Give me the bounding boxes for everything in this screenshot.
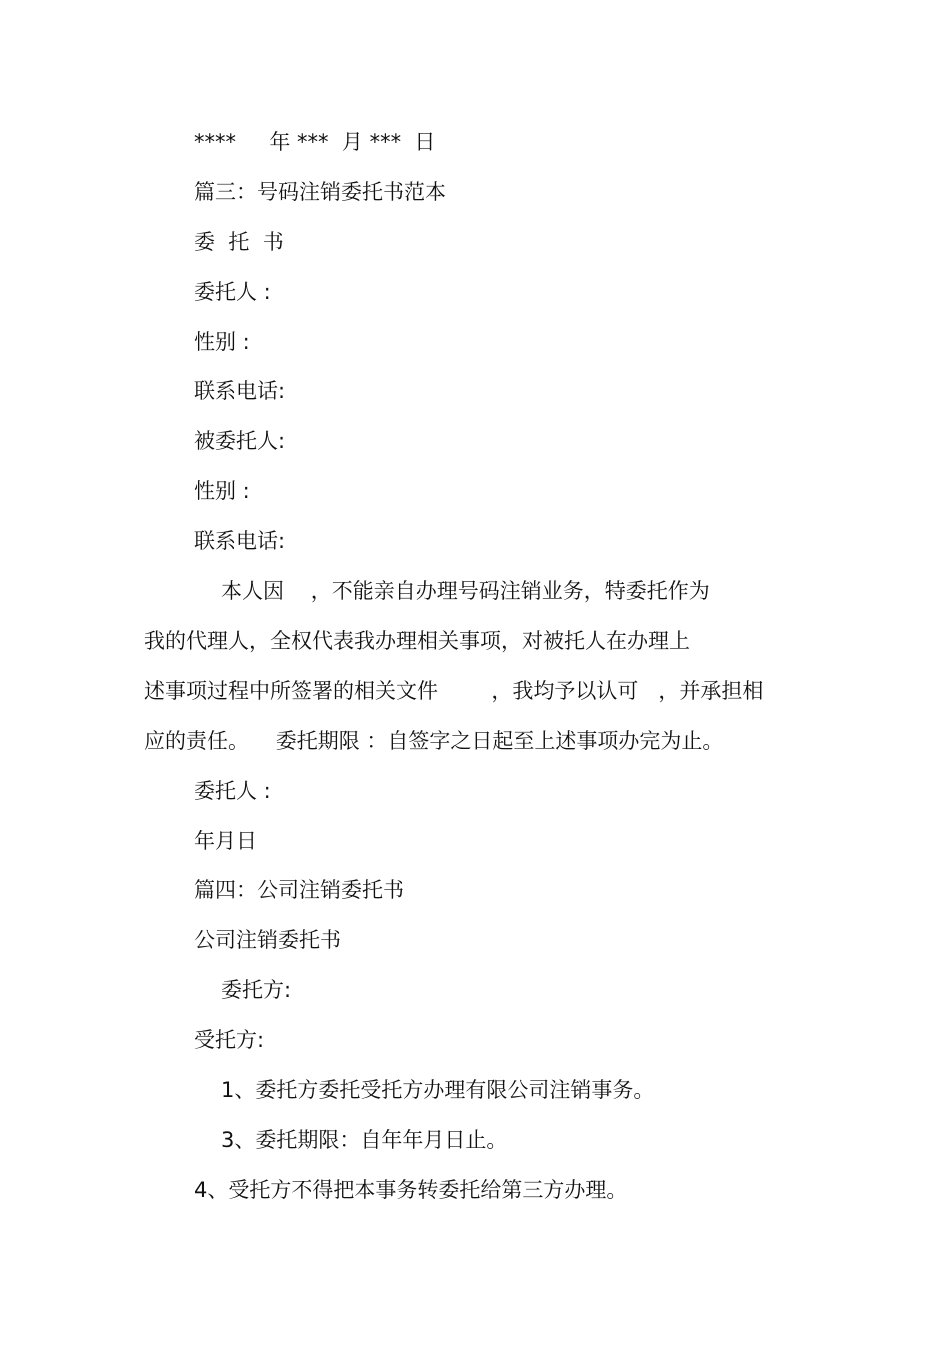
section4-heading: 篇四：公司注销委托书 bbox=[194, 878, 404, 902]
principal-label: 委托方: bbox=[221, 978, 292, 1002]
date-line: **** 年 *** 月 *** 日 bbox=[194, 130, 436, 154]
agent-gender-label: 性别 : bbox=[194, 479, 250, 503]
body-paragraph-line-2: 我的代理人，全权代表我办理相关事项，对被托人在办理上 bbox=[144, 629, 690, 653]
body-paragraph-line-3: 述事项过程中所签署的相关文件 ，我均予以认可 ，并承担相 bbox=[144, 679, 764, 703]
body-paragraph-line-1: 本人因 ，不能亲自办理号码注销业务，特委托作为 bbox=[221, 579, 710, 603]
item-4: 4、受托方不得把本事务转委托给第三方办理。 bbox=[194, 1178, 628, 1202]
agent-phone-label: 联系电话: bbox=[194, 529, 286, 553]
body-paragraph-line-4: 应的责任。 委托期限 ：自签字之日起至上述事项办完为止。 bbox=[144, 729, 724, 753]
client-label: 委托人 : bbox=[194, 280, 271, 304]
item-3: 3、委托期限：自年年月日止。 bbox=[221, 1128, 508, 1152]
client-gender-label: 性别 : bbox=[194, 330, 250, 354]
client-phone-label: 联系电话: bbox=[194, 379, 286, 403]
trustee-label: 受托方: bbox=[194, 1028, 265, 1052]
section4-title: 公司注销委托书 bbox=[194, 928, 341, 952]
signature-label: 委托人 : bbox=[194, 779, 271, 803]
item-1: 1、委托方委托受托方办理有限公司注销事务。 bbox=[221, 1078, 655, 1102]
signature-date: 年月日 bbox=[194, 829, 257, 853]
section3-title: 委 托 书 bbox=[194, 230, 284, 254]
agent-label: 被委托人: bbox=[194, 429, 286, 453]
section3-heading: 篇三：号码注销委托书范本 bbox=[194, 180, 446, 204]
